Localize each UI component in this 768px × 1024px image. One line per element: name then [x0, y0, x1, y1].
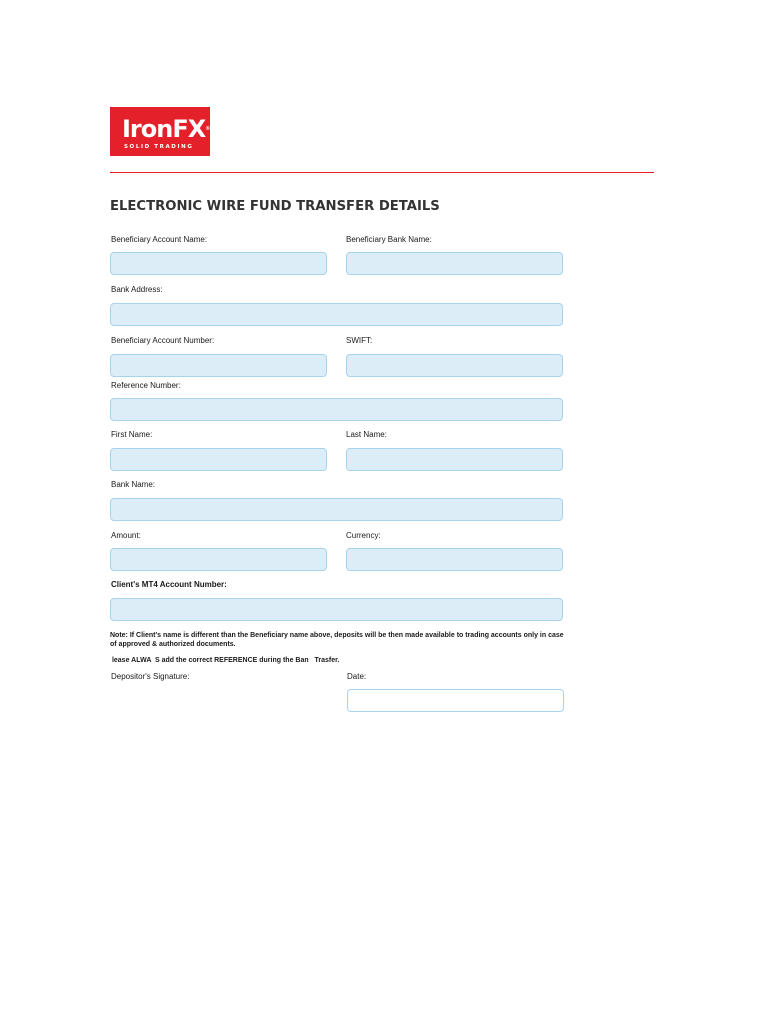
bank-name-field[interactable]: [110, 498, 563, 521]
bank-address-field[interactable]: [110, 303, 563, 326]
date-label: Date:: [347, 672, 367, 681]
currency-field[interactable]: [346, 548, 563, 571]
mt4-account-number-label: Client's MT4 Account Number:: [111, 580, 227, 589]
last-name-label: Last Name:: [346, 430, 387, 439]
date-field[interactable]: [347, 689, 564, 712]
first-name-field[interactable]: [110, 448, 327, 471]
bank-address-label: Bank Address:: [111, 285, 163, 294]
mt4-account-number-field[interactable]: [110, 598, 563, 621]
swift-label: SWIFT:: [346, 336, 373, 345]
amount-label: Amount:: [111, 531, 141, 540]
last-name-field[interactable]: [346, 448, 563, 471]
reference-number-field[interactable]: [110, 398, 563, 421]
beneficiary-bank-name-field[interactable]: [346, 252, 563, 275]
logo-trademark: ®: [205, 126, 211, 132]
bank-name-label: Bank Name:: [111, 480, 156, 489]
logo-word: IronFX: [122, 115, 206, 143]
amount-field[interactable]: [110, 548, 327, 571]
swift-field[interactable]: [346, 354, 563, 377]
currency-label: Currency:: [346, 531, 381, 540]
logo-tagline: SOLID TRADING: [124, 144, 194, 150]
reference-reminder: lease ALWA S add the correct REFERENCE during the Ban Trasfer.: [110, 657, 340, 664]
beneficiary-account-number-field[interactable]: [110, 354, 327, 377]
header-divider: [110, 172, 654, 173]
beneficiary-bank-name-label: Beneficiary Bank Name:: [346, 235, 432, 244]
beneficiary-account-number-label: Beneficiary Account Number:: [111, 336, 215, 345]
beneficiary-note: Note: If Client's name is different than the Beneficiary name above, deposits will be then made available to trading accounts only in case of approved & authorized documents.: [110, 632, 564, 648]
page-title: ELECTRONIC WIRE FUND TRANSFER DETAILS: [110, 199, 440, 214]
depositor-signature-label: Depositor's Signature:: [111, 672, 190, 681]
logo-wordmark: [122, 115, 210, 143]
beneficiary-account-name-field[interactable]: [110, 252, 327, 275]
ironfx-logo: [110, 107, 210, 156]
beneficiary-account-name-label: Beneficiary Account Name:: [111, 235, 208, 244]
first-name-label: First Name:: [111, 430, 153, 439]
reference-number-label: Reference Number:: [111, 381, 181, 390]
